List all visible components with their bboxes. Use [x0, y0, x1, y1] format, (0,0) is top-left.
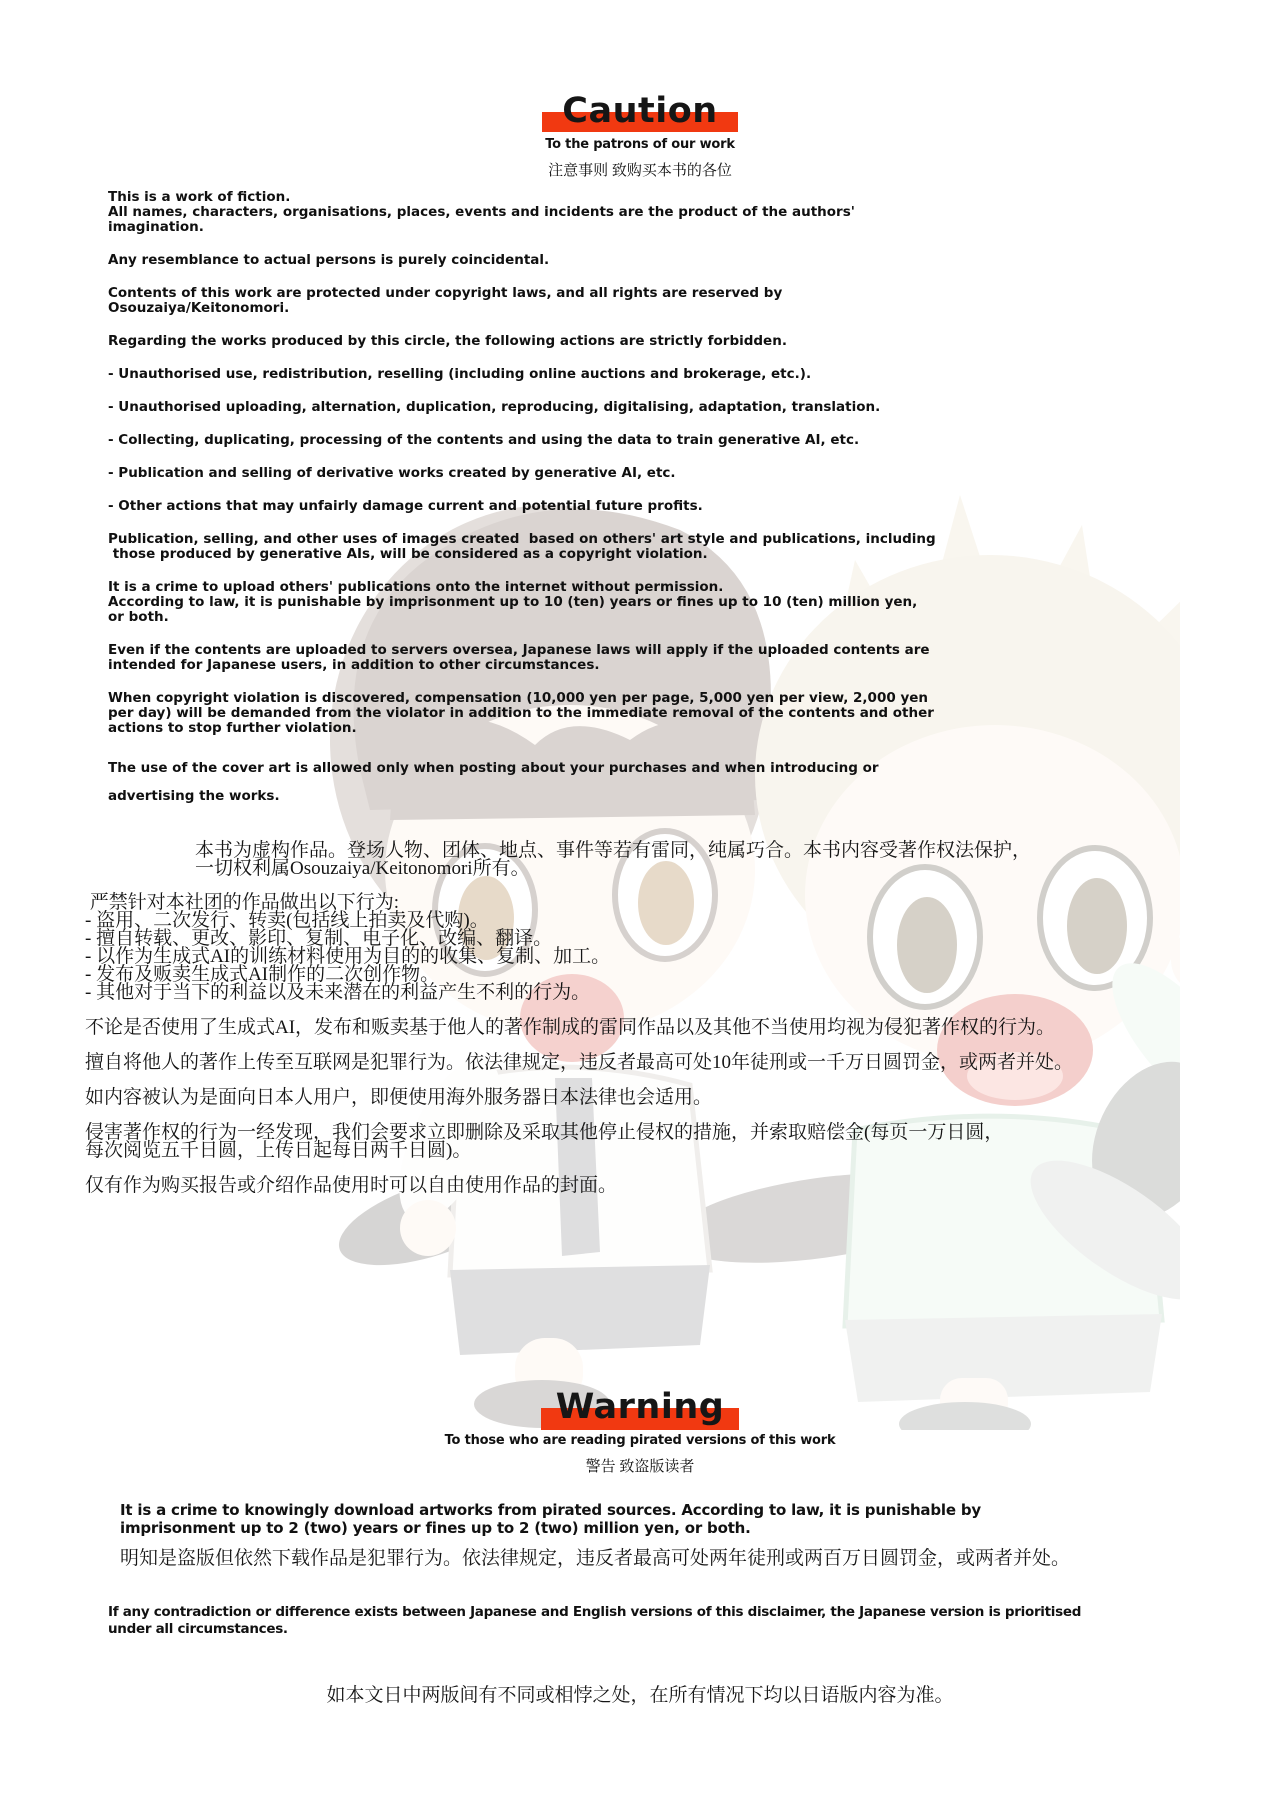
paragraph: [108, 334, 1240, 349]
text-line: When copyright violation is discovered, compensation (10,000 yen per page, 5,000 yen per view, 2,000 yen: [108, 690, 929, 706]
text-line: It is a crime to knowingly download artworks from pirated sources. According to law, it is punishable by: [120, 1501, 981, 1519]
text-line: 仅有作为购买报告或介绍作品使用时可以自由使用作品的封面。: [85, 1175, 618, 1196]
text-line: actions to stop further violation.: [108, 720, 357, 736]
text-line: 侵害著作权的行为一经发现，我们会要求立即删除及采取其他停止侵权的措施，并索取赔偿金(每页一万日圆，: [85, 1122, 1004, 1143]
paragraph: [108, 532, 1240, 562]
caution-english-section: [108, 190, 1240, 828]
warning-banner: [0, 1384, 1280, 1430]
paragraph: [85, 1019, 1250, 1037]
paragraph: [85, 1124, 1250, 1160]
paragraph: [85, 1089, 1250, 1107]
text-line: - Publication and selling of derivative works created by generative AI, etc.: [108, 465, 676, 481]
caution-subtitle-en: To the patrons of our work: [545, 137, 735, 152]
paragraph: [108, 691, 1240, 736]
text-line: per day) will be demanded from the violator in addition to the immediate removal of the contents and other: [108, 705, 934, 721]
paragraph: [108, 190, 1240, 235]
paragraph: [108, 286, 1240, 316]
text-line: 严禁针对本社团的作品做出以下行为:: [85, 892, 400, 913]
paragraph: [108, 643, 1240, 673]
text-line: - 擅自转载、更改、影印、复制、电子化、改编、翻译。: [85, 928, 553, 949]
text-line: If any contradiction or difference exists between Japanese and English versions of this disclaimer, the Japanese version is prioritised: [108, 1604, 1082, 1620]
paragraph: [108, 400, 1240, 415]
text-line: 本书为虚构作品。登场人物、团体、地点、事件等若有雷同，纯属巧合。本书内容受著作权法保护，: [195, 840, 1032, 861]
paragraph: [108, 253, 1240, 268]
text-line: advertising the works.: [108, 788, 280, 804]
text-line: Any resemblance to actual persons is purely coincidental.: [108, 252, 550, 268]
warning-title: Warning: [555, 1387, 725, 1427]
warning-chinese-body: 明知是盗版但依然下载作品是犯罪行为。依法律规定，违反者最高可处两年徒刑或两百万日圆罚金，或两者并处。: [120, 1548, 1071, 1569]
paragraph: [108, 433, 1240, 448]
text-line: - 盗用、二次发行、转卖(包括线上拍卖及代购)。: [85, 910, 489, 931]
text-line: imprisonment up to 2 (two) years or fines up to 2 (two) million yen, or both.: [120, 1518, 751, 1537]
text-line: imagination.: [108, 219, 204, 235]
text-line: - 其他对于当下的利益以及未来潜在的利益产生不利的行为。: [85, 982, 591, 1003]
paragraph: [108, 466, 1240, 481]
text-line: Even if the contents are uploaded to servers oversea, Japanese laws will apply if the uploaded contents are: [108, 642, 930, 658]
caution-banner: [0, 88, 1280, 134]
warning-subtitle-en: To those who are reading pirated versions of this work: [444, 1433, 836, 1448]
text-line: - Other actions that may unfairly damage current and potential future profits.: [108, 498, 703, 514]
text-line: All names, characters, organisations, places, events and incidents are the product of the authors': [108, 204, 855, 220]
paragraph: [108, 754, 1240, 810]
text-line: It is a crime to upload others' publications onto the internet without permission.: [108, 579, 724, 595]
text-line: Regarding the works produced by this circle, the following actions are strictly forbidden.: [108, 333, 787, 349]
text-line: or both.: [108, 609, 169, 625]
caution-subtitle-zh: 注意事则 致购买本书的各位: [548, 163, 732, 179]
text-line: intended for Japanese users, in addition to other circumstances.: [108, 657, 600, 673]
paragraph: [195, 842, 1250, 878]
text-line: Osouzaiya/Keitonomori.: [108, 300, 290, 316]
text-line: 一切权利属Osouzaiya/Keitonomori所有。: [195, 858, 530, 879]
text-line: - Unauthorised uploading, alternation, duplication, reproducing, digitalising, adaptation, translation.: [108, 399, 881, 415]
caution-title: Caution: [562, 91, 718, 131]
paragraph: [108, 499, 1240, 514]
text-line: - 发布及贩卖生成式AI制作的二次创作物。: [85, 964, 440, 985]
paragraph: [108, 367, 1240, 382]
paragraph: [85, 1054, 1250, 1072]
text-line: This is a work of fiction.: [108, 189, 291, 205]
warning-header: [0, 1384, 1280, 1476]
text-line: under all circumstances.: [108, 1621, 288, 1637]
text-line: 如内容被认为是面向日本人用户，即便使用海外服务器日本法律也会适用。: [85, 1087, 713, 1108]
text-line: - Collecting, duplicating, processing of the contents and using the data to train generative AI, etc.: [108, 432, 860, 448]
text-line: - Unauthorised use, redistribution, reselling (including online auctions and brokerage, etc.).: [108, 366, 812, 382]
text-line: - 以作为生成式AI的训练材料使用为目的的收集、复制、加工。: [85, 946, 611, 967]
text-line: Publication, selling, and other uses of images created based on others' art style and publications, including: [108, 531, 936, 547]
text-line: The use of the cover art is allowed only when posting about your purchases and when introducing or: [108, 760, 879, 776]
disclaimer-english: [108, 1604, 1240, 1638]
text-line: According to law, it is punishable by imprisonment up to 10 (ten) years or fines up to 10 (ten) million yen,: [108, 594, 918, 610]
disclaimer-chinese: 如本文日中两版间有不同或相悖之处，在所有情况下均以日语版内容为准。: [326, 1685, 954, 1706]
warning-english-body: [120, 1502, 1240, 1537]
caution-header: [0, 88, 1280, 180]
paragraph: [85, 1177, 1250, 1195]
text-line: 每次阅览五千日圆，上传日起每日两千日圆)。: [85, 1140, 472, 1161]
warning-subtitle-zh: 警告 致盗版读者: [585, 1459, 695, 1475]
paragraph: [108, 580, 1240, 625]
paragraph: [85, 894, 1250, 1002]
text-line: those produced by generative AIs, will be considered as a copyright violation.: [108, 546, 708, 562]
text-line: 不论是否使用了生成式AI，发布和贩卖基于他人的著作制成的雷同作品以及其他不当使用均视为侵犯著作权的行为。: [85, 1017, 1056, 1038]
text-line: Contents of this work are protected under copyright laws, and all rights are reserved by: [108, 285, 783, 301]
text-line: 擅自将他人的著作上传至互联网是犯罪行为。依法律规定，违反者最高可处10年徒刑或一千万日圆罚金，或两者并处。: [85, 1052, 1074, 1073]
caution-chinese-section: [85, 842, 1250, 1212]
